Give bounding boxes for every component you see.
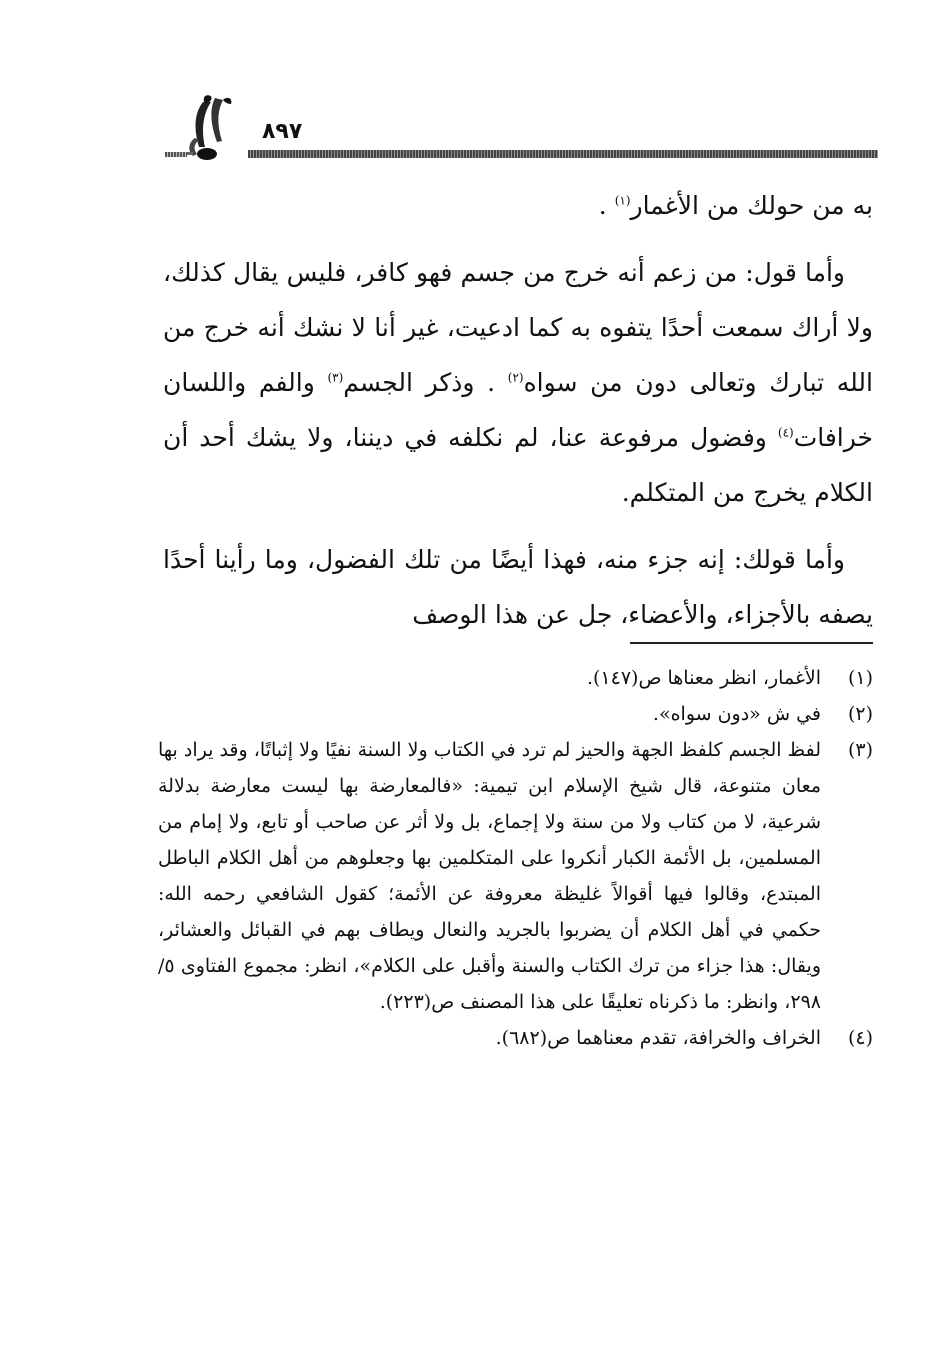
footnote-number: (٣) [847,739,873,761]
main-text [163,178,873,642]
footnote-mark-3: (٣) [327,370,344,385]
footnote-mark-2: (٢) [507,370,524,385]
paragraph-3: وأما قولك: إنه جزء منه، فهذا أيضًا من تلك الفضول، وما رأينا أحدًا يصفه بالأجزاء، والأعضاء، جل عن هذا الوصف [163,545,873,629]
header-rule [248,150,878,158]
footnote-text: الأغمار، انظر معناها ص(١٤٧). [586,667,821,689]
paragraph-1: به من حولك من الأغمار$^{(١)}$ . [598,191,873,220]
footnote-number: (٤) [847,1027,873,1049]
footnote-2 [158,696,873,732]
paragraph-2: وأما قول: من زعم أنه خرج من جسم فهو كافر، فليس يقال كذلك، ولا أراك سمعت أحدًا يتفوه به كما ادعيت، غير أنا لا نشك أنه خرج من الله تبارك وتعالى دون من سواه$^{(٢)}$ . وذكر الجسم$^{(٣)}$ والفم واللسان خرافات$^{(٤)}$ وفضول مرفوعة عنا، لم نكلفه في ديننا، ولا يشك أحد أن الكلام يخرج من المتكلم. [163,258,873,507]
footnote-number: (٢) [847,703,873,725]
footnote-text: في ش «دون سواه». [652,703,821,725]
footnote-mark-1: (١) [614,193,631,208]
footnote-4 [158,1020,873,1056]
footnote-text: لفظ الجسم كلفظ الجهة والحيز لم ترد في الكتاب ولا السنة نفيًا ولا إثباتًا، وقد يراد بها معان متنوعة، قال شيخ الإسلام ابن تيمية: «فالمعارضة بها ليست معارضة بدلالة شرعية، لا من كتاب ولا من سنة ولا إجماع، بل ولا أثر عن صاحب أو تابع، ولا إمام من المسلمين، بل الأئمة الكبار أنكروا على المتكلمين بها وجعلوهم من أهل الكلام الباطل المبتدع، وقالوا فيها أقوالاً غليظة معروفة عن الأئمة؛ كقول الشافعي رحمه الله: حكمي في أهل الكلام أن يضربوا بالجريد والنعال ويطاف بهم في القبائل والعشائر، ويقال: هذا جزاء من ترك الكتاب والسنة وأقبل على الكلام»، انظر: مجموع الفتاوى ٥/ ٢٩٨، وانظر: ما ذكرناه تعليقًا على هذا المصنف ص(٢٢٣). [158,739,821,1013]
footnotes [158,660,873,1056]
footnote-3 [158,732,873,1020]
footnote-separator [630,642,873,644]
header-rule-left [165,152,187,157]
footnote-number: (١) [847,667,873,689]
footnote-1 [158,660,873,696]
footnote-mark-4: (٤) [777,425,794,440]
page-number: ٨٩٧ [262,119,303,144]
footnote-text: الخراف والخرافة، تقدم معناهما ص(٦٨٢). [495,1027,821,1049]
